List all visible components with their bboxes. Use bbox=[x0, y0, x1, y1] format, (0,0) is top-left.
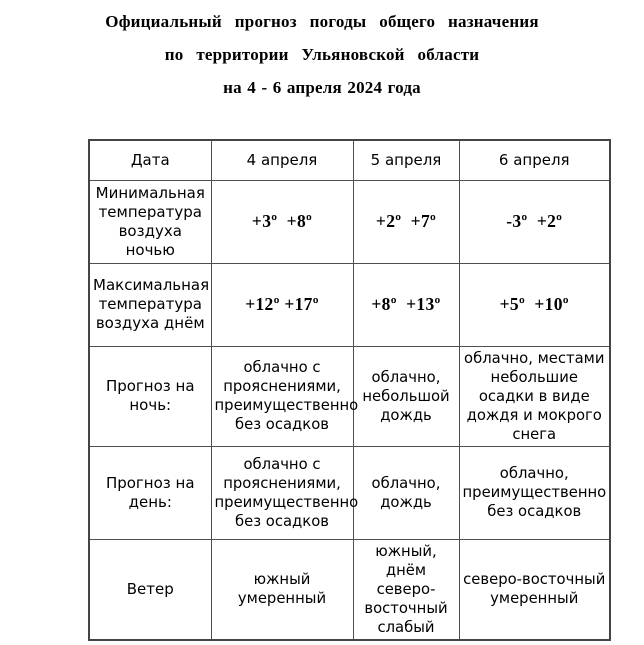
wind-april-6: северо-восточный умеренный bbox=[459, 539, 610, 640]
title-line-3: на 4 - 6 апреля 2024 года bbox=[223, 78, 421, 97]
min-temp-april-6: -3º +2º bbox=[459, 180, 610, 263]
min-temp-april-4: +3º +8º bbox=[211, 180, 353, 263]
wind-april-4: южный умеренный bbox=[211, 539, 353, 640]
header-cell-april-5: 5 апреля bbox=[353, 140, 459, 180]
row-label-max-temp: Максимальная температура воздуха днём bbox=[89, 263, 211, 346]
max-temp-april-5: +8º +13º bbox=[353, 263, 459, 346]
title-line-1: Официальный прогноз погоды общего назначения bbox=[105, 12, 539, 31]
row-label-min-temp: Минимальная температура воздуха ночью bbox=[89, 180, 211, 263]
document-title bbox=[0, 12, 644, 111]
day-forecast-april-4: облачно с прояснениями, преимущественно без осадков bbox=[211, 446, 353, 539]
min-temp-april-5: +2º +7º bbox=[353, 180, 459, 263]
row-max-temp-day bbox=[89, 263, 610, 346]
night-forecast-april-6: облачно, местами небольшие осадки в виде дождя и мокрого снега bbox=[459, 346, 610, 446]
header-cell-april-6: 6 апреля bbox=[459, 140, 610, 180]
header-cell-april-4: 4 апреля bbox=[211, 140, 353, 180]
row-label-day-forecast: Прогноз на день: bbox=[89, 446, 211, 539]
table-header-row bbox=[89, 140, 610, 180]
row-day-forecast bbox=[89, 446, 610, 539]
night-forecast-april-4: облачно с прояснениями, преимущественно без осадков bbox=[211, 346, 353, 446]
max-temp-april-6: +5º +10º bbox=[459, 263, 610, 346]
day-forecast-april-5: облачно, дождь bbox=[353, 446, 459, 539]
wind-april-5: южный, днём северо-восточный слабый bbox=[353, 539, 459, 640]
row-label-wind: Ветер bbox=[89, 539, 211, 640]
max-temp-april-4: +12º +17º bbox=[211, 263, 353, 346]
title-line-2: по территории Ульяновской области bbox=[164, 45, 480, 64]
header-cell-date: Дата bbox=[89, 140, 211, 180]
row-night-forecast bbox=[89, 346, 610, 446]
row-wind bbox=[89, 539, 610, 640]
row-label-night-forecast: Прогноз на ночь: bbox=[89, 346, 211, 446]
forecast-table bbox=[88, 139, 611, 641]
row-min-temp-night bbox=[89, 180, 610, 263]
day-forecast-april-6: облачно, преимущественно без осадков bbox=[459, 446, 610, 539]
night-forecast-april-5: облачно, небольшой дождь bbox=[353, 346, 459, 446]
